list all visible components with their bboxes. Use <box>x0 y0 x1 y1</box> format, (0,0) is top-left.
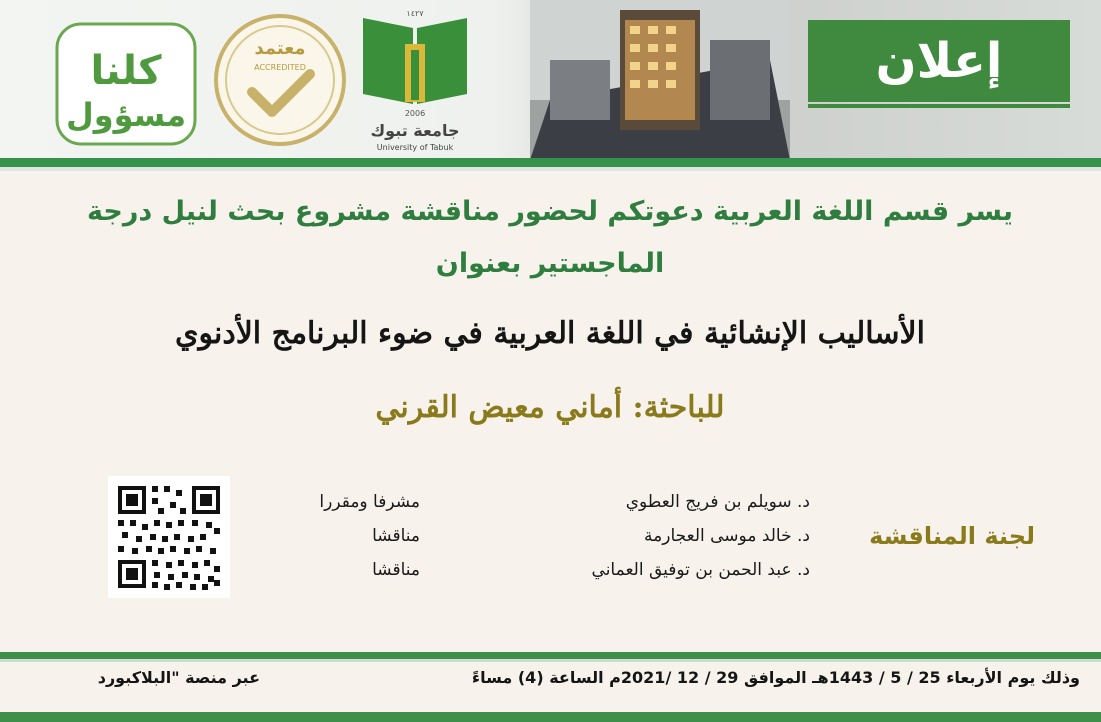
university-of-tabuk-logo <box>355 4 475 156</box>
header-banner <box>0 0 1101 160</box>
announcement-label: إعلان <box>875 33 1003 89</box>
university-english-name: University of Tabuk <box>376 143 454 152</box>
university-year: 2006 <box>404 109 426 118</box>
qr-code[interactable] <box>108 476 230 598</box>
committee-member-role: مناقشا <box>372 560 420 580</box>
committee-member-role: مشرفا ومقررا <box>319 492 420 512</box>
footer-bottom-bar <box>0 712 1101 722</box>
invitation-intro: يسر قسم اللغة العربية دعوتكم لحضور مناقشة مشروع بحث لنيل درجة الماجستير بعنوان <box>87 196 1013 279</box>
accredited-english: ACCREDITED <box>254 63 306 72</box>
kulluna-line2: مسؤول <box>65 96 187 134</box>
university-arabic-name: جامعة تبوك <box>370 121 460 140</box>
researcher-name: للباحثة: أماني معيض القرني <box>375 390 725 425</box>
thesis-title: الأساليب الإنشائية في اللغة العربية في ضوء البرنامج الأدنوي <box>175 316 925 351</box>
footer-divider <box>0 652 1101 659</box>
kulluna-masool-logo <box>55 22 197 146</box>
committee-member-name: د. خالد موسى العجارمة <box>644 526 810 546</box>
accredited-arabic: معتمد <box>254 38 306 59</box>
footer-divider-light <box>0 659 1101 662</box>
kulluna-line1: كلنا <box>90 48 162 94</box>
header-divider-light <box>0 167 1101 171</box>
committee-member-role: مناقشا <box>372 526 420 546</box>
committee-member-name: د. عبد الحمن بن توفيق العماني <box>591 560 810 580</box>
university-building-image <box>530 0 790 160</box>
committee-member-name: د. سويلم بن فريج العطوي <box>625 492 810 512</box>
header-divider <box>0 158 1101 167</box>
committee-label: لجنة المناقشة <box>869 522 1035 550</box>
accredited-seal-logo <box>212 12 348 148</box>
event-date-time: وذلك يوم الأربعاء 25 / 5 / 1443هـ الموافق 29 / 12 /2021م الساعة (4) مساءً <box>471 668 1080 687</box>
event-platform: عبر منصة "البلاكبورد <box>97 668 260 687</box>
announcement-underline <box>808 104 1070 108</box>
university-hijri-year: ١٤٢٧ <box>406 9 424 18</box>
